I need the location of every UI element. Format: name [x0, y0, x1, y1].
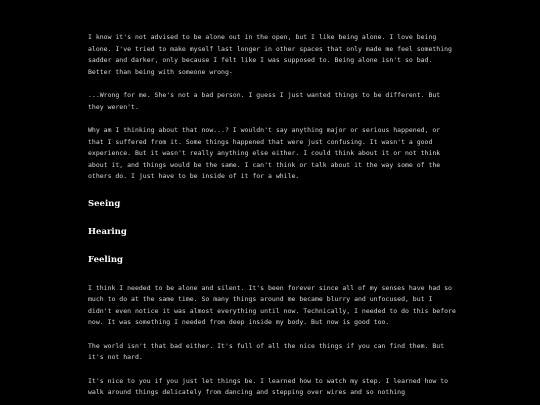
section-heading-seeing: Seeing	[88, 198, 121, 209]
paragraph: The world isn't that bad either. It's full of all the nice things if you can find them. But it's not hard.	[88, 341, 445, 361]
story-text	[88, 32, 456, 405]
section-heading-feeling: Feeling	[88, 254, 123, 265]
paragraph: I know it's not advised to be alone out in the open, but I like being alone. I love being alone. I've tried to make myself last longer in other spaces that only made me feel something sadder and darker, only because I felt like I was supposed to. Being alone isn't so bad. Better than being with someone wrong-	[88, 33, 452, 76]
paragraph: It's nice to you if you just let things be. I learned how to watch my step. I learned how to walk around things delicately from dancing and stepping over wires and so nothing	[88, 376, 449, 396]
paragraph: Why am I thinking about that now...? I wouldn't say anything major or serious happened, or that I suffered from it. Some things happened that were just confusing. It wasn't a good experience. But it wasn't really anything else either. I could think about it or not think about it, and things would be the same. I can't think or talk about it the way some of the others do. I just have to be inside of it for a while.	[88, 126, 441, 180]
section-heading-hearing: Hearing	[88, 226, 127, 237]
paragraph: I think I needed to be alone and silent. It's been forever since all of my senses have had so much to do at the same time. So many things around me became blurry and unfocused, but I didn't even notice it was almost everything until now. Technically, I needed to do this before now. It was something I needed from deep inside my body. But now is good too.	[88, 283, 456, 326]
paragraph: ...Wrong for me. She's not a bad person. I guess I just wanted things to be different. But they weren't.	[88, 91, 441, 111]
